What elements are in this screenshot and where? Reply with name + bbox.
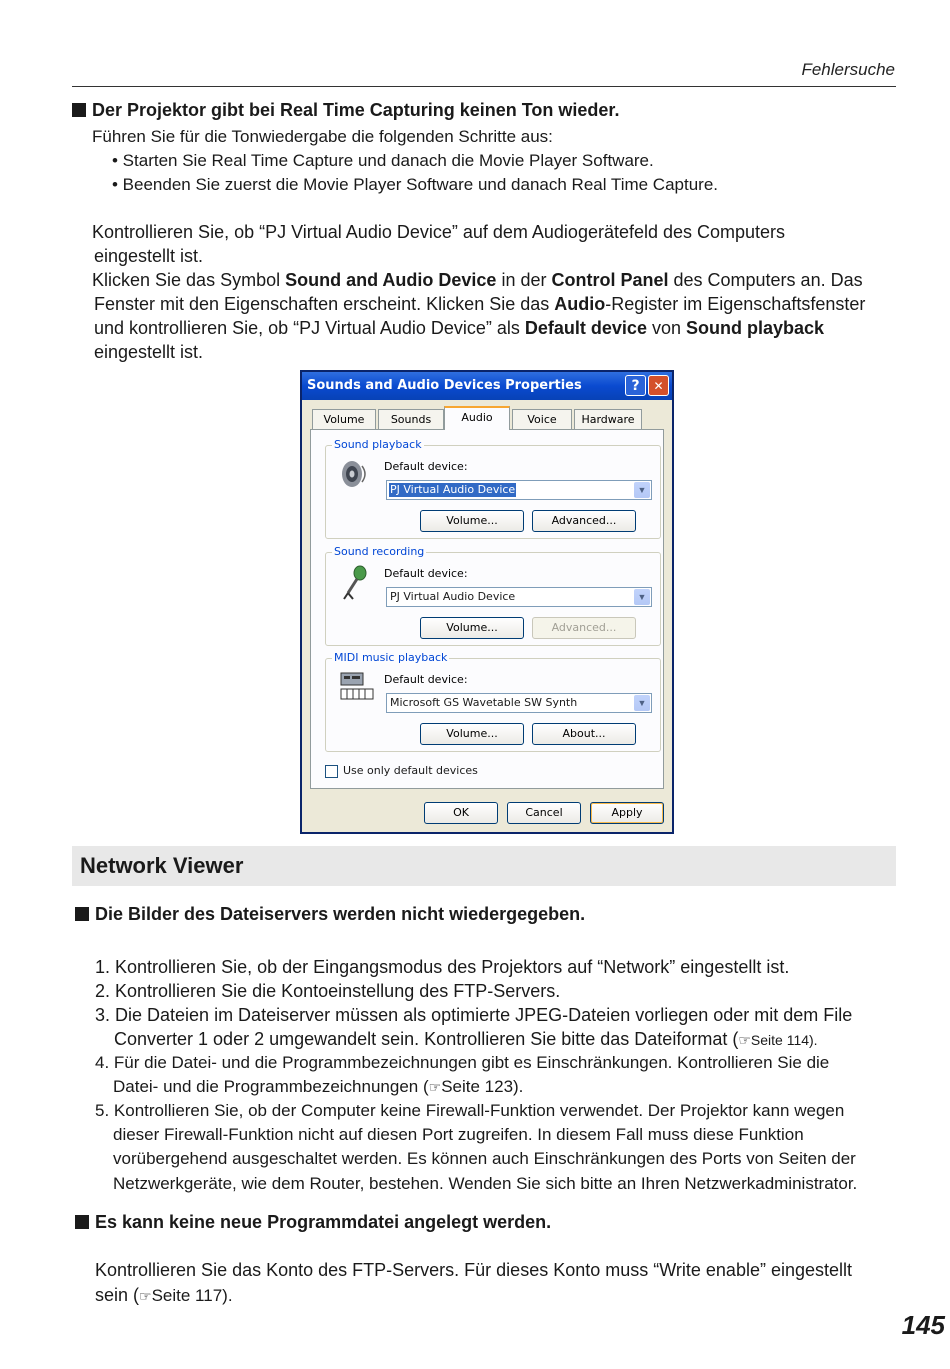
sound-recording-group	[325, 545, 661, 646]
list-item: 1. Kontrollieren Sie, ob der Eingangsmodus des Projektors auf “Network” eingestellt ist.	[95, 957, 790, 977]
paragraph-line	[92, 268, 863, 292]
group-label: Sound playback	[334, 438, 422, 451]
list-item: 4. Für die Datei- und die Programmbezeichnungen gibt es Einschränkungen. Kontrollieren Sie die	[95, 1053, 830, 1072]
paragraph-line: eingestellt ist.	[94, 342, 204, 362]
dialog-titlebar	[302, 372, 672, 400]
pointing-hand-icon: ☞	[738, 1032, 751, 1048]
midi-volume-button[interactable]: Volume...	[420, 723, 524, 745]
square-bullet-icon	[75, 1215, 89, 1229]
default-device-label: Default device:	[384, 460, 468, 473]
list-item: 3. Die Dateien im Dateiserver müssen als optimierte JPEG-Dateien vorliegen oder mit dem File	[95, 1005, 853, 1025]
chevron-down-icon[interactable]: ▼	[634, 589, 650, 605]
heading-text: Es kann keine neue Programmdatei angelegt werden.	[95, 1212, 552, 1232]
list-item-cont	[114, 1027, 818, 1052]
page-ref: Seite 123).	[441, 1077, 524, 1096]
text-run: Fenster mit den Eigenschaften erscheint. Klicken Sie das	[94, 294, 555, 314]
selected-value: Microsoft GS Wavetable SW Synth	[390, 696, 578, 709]
term-sound-audio-device: Sound and Audio Device	[285, 270, 497, 290]
text-run: Converter 1 oder 2 umgewandelt sein. Kontrollieren Sie bitte das Dateiformat (	[114, 1029, 739, 1049]
list-item-cont: vorübergehend ausgeschaltet werden. Es können auch Einschränkungen des Ports von Seiten der	[113, 1149, 856, 1168]
bullet-item: • Beenden Sie zuerst die Movie Player Software und danach Real Time Capture.	[112, 175, 719, 194]
tab-sounds[interactable]: Sounds	[378, 409, 444, 429]
cancel-button[interactable]: Cancel	[507, 802, 581, 824]
chevron-down-icon[interactable]: ▼	[634, 695, 650, 711]
tab-hardware[interactable]: Hardware	[574, 409, 642, 429]
text-run: und kontrollieren Sie, ob “PJ Virtual Audio Device” als	[94, 318, 525, 338]
midi-keyboard-icon	[340, 671, 374, 703]
close-button[interactable]: ✕	[648, 375, 669, 396]
recording-device-select[interactable]	[386, 587, 652, 607]
tab-volume[interactable]: Volume	[312, 409, 376, 429]
heading-fileserver-images	[75, 904, 585, 925]
paragraph-line: Kontrollieren Sie, ob “PJ Virtual Audio Device” auf dem Audiogerätefeld des Computers	[92, 222, 786, 242]
selected-value: PJ Virtual Audio Device	[390, 590, 516, 603]
heading-text: Der Projektor gibt bei Real Time Capturing keinen Ton wieder.	[92, 100, 620, 120]
playback-volume-button[interactable]: Volume...	[420, 510, 524, 532]
paragraph-line	[94, 316, 824, 340]
list-item: 5. Kontrollieren Sie, ob der Computer keine Firewall-Funktion verwendet. Der Projektor kann wegen	[95, 1101, 845, 1120]
text-run: von	[646, 318, 686, 338]
recording-advanced-button: Advanced...	[532, 617, 636, 639]
playback-advanced-button[interactable]: Advanced...	[532, 510, 636, 532]
heading-no-sound	[72, 100, 619, 121]
tab-audio[interactable]: Audio	[444, 406, 510, 430]
group-label: Sound recording	[334, 545, 425, 558]
paragraph-line: Kontrollieren Sie das Konto des FTP-Servers. Für dieses Konto muss “Write enable” eingestellt	[95, 1260, 853, 1280]
help-button[interactable]: ?	[625, 375, 646, 396]
list-item-cont: dieser Firewall-Funktion nicht auf diesen Port zugreifen. In diesem Fall muss diese Funktion	[113, 1125, 804, 1144]
tab-voice[interactable]: Voice	[512, 409, 572, 429]
page-ref: Seite 114).	[750, 1032, 818, 1048]
sound-properties-dialog	[300, 370, 674, 834]
group-label: MIDI music playback	[334, 651, 448, 664]
page-ref: Seite 117).	[151, 1286, 233, 1305]
list-item: 2. Kontrollieren Sie die Kontoeinstellung des FTP-Servers.	[95, 981, 561, 1001]
midi-about-button[interactable]: About...	[532, 723, 636, 745]
section-title: Network Viewer	[80, 853, 244, 878]
bullet-item: • Starten Sie Real Time Capture und danach die Movie Player Software.	[112, 151, 654, 170]
term-sound-playback: Sound playback	[685, 318, 825, 338]
paragraph-line	[95, 1283, 233, 1308]
ok-button[interactable]: OK	[424, 802, 498, 824]
list-item-cont	[113, 1075, 523, 1099]
paragraph-line	[94, 292, 865, 316]
checkbox-label: Use only default devices	[343, 764, 478, 777]
term-control-panel: Control Panel	[551, 270, 669, 290]
playback-device-select[interactable]	[386, 480, 652, 500]
page-number: 145	[901, 1310, 945, 1340]
audio-tab-panel	[310, 429, 664, 789]
text-run: Datei- und die Programmbezeichnungen (	[113, 1077, 429, 1096]
section-title-bar	[72, 846, 896, 886]
default-devices-checkbox[interactable]	[325, 765, 338, 778]
paragraph-line: eingestellt ist.	[94, 246, 204, 266]
default-device-label: Default device:	[384, 567, 468, 580]
term-default-device: Default device	[524, 318, 647, 338]
text-run: in der	[496, 270, 552, 290]
text-run: sein (	[95, 1285, 140, 1305]
sound-playback-group	[325, 438, 661, 539]
default-device-label: Default device:	[384, 673, 468, 686]
term-audio: Audio	[554, 294, 606, 314]
apply-button[interactable]: Apply	[590, 802, 664, 824]
heading-no-new-program	[75, 1212, 551, 1233]
square-bullet-icon	[72, 103, 86, 117]
recording-volume-button[interactable]: Volume...	[420, 617, 524, 639]
midi-playback-group	[325, 651, 661, 752]
chevron-down-icon[interactable]: ▼	[634, 482, 650, 498]
midi-device-select[interactable]	[386, 693, 652, 713]
text-run: Klicken Sie das Symbol	[92, 270, 286, 290]
dialog-title: Sounds and Audio Devices Properties	[307, 378, 582, 393]
running-header: Fehlersuche	[801, 60, 895, 79]
pointing-hand-icon: ☞	[428, 1079, 442, 1095]
header-rule	[72, 86, 896, 87]
square-bullet-icon	[75, 907, 89, 921]
selected-value: PJ Virtual Audio Device	[390, 483, 516, 496]
text-run: -Register im Eigenschaftsfenster	[605, 294, 866, 314]
pointing-hand-icon: ☞	[139, 1288, 152, 1304]
text-run: des Computers an. Das	[668, 270, 863, 290]
list-item-cont: Netzwerkgeräte, wie dem Router, bestehen. Wenden Sie sich bitte an Ihren Netzwerkadministrator.	[113, 1174, 858, 1193]
speaker-icon	[340, 458, 370, 490]
microphone-icon	[340, 565, 370, 601]
intro-text: Führen Sie für die Tonwiedergabe die folgenden Schritte aus:	[92, 127, 553, 146]
heading-text: Die Bilder des Dateiservers werden nicht wiedergegeben.	[95, 904, 586, 924]
